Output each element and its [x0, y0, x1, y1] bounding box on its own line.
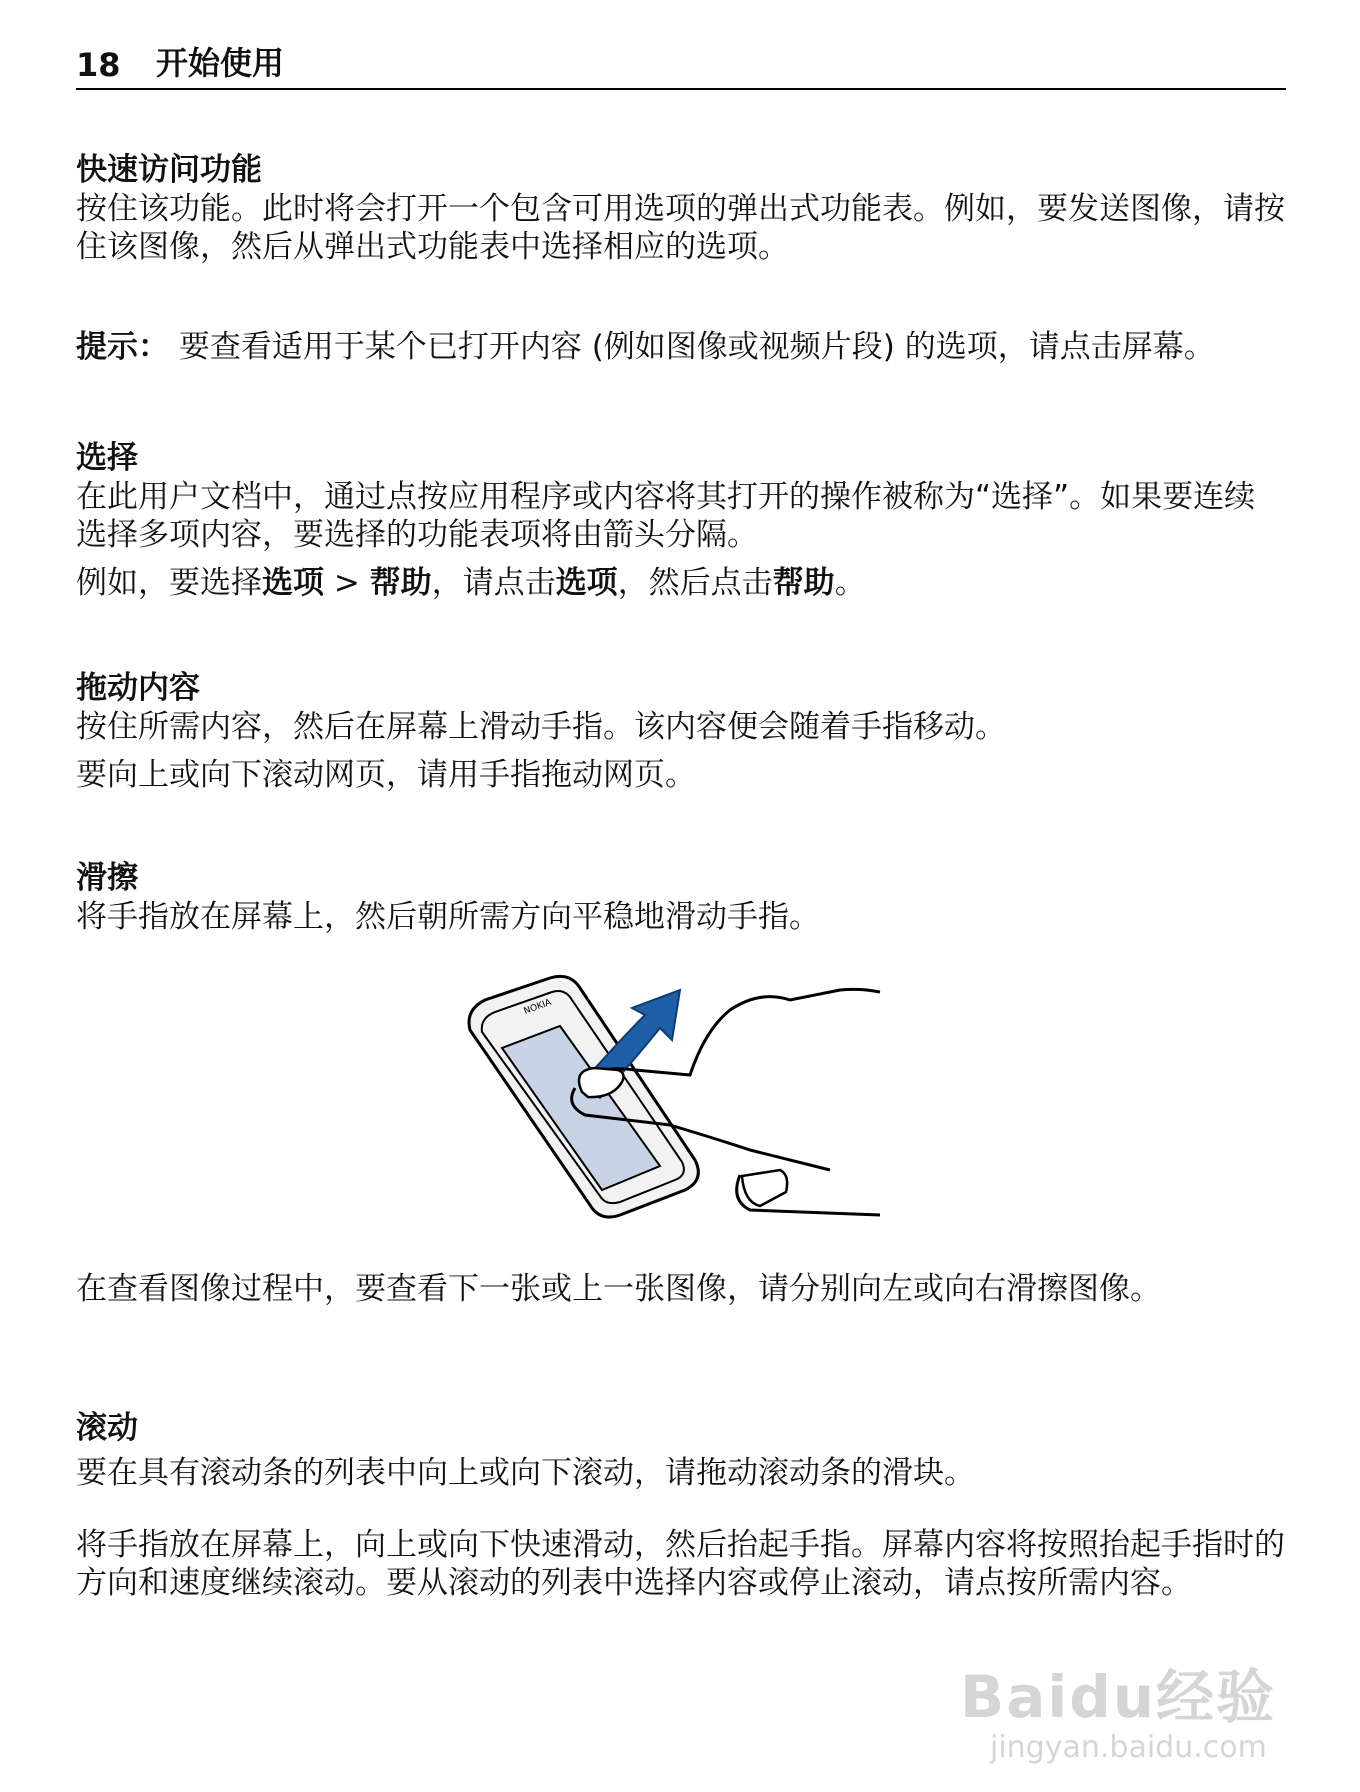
- section-scroll: [76, 1408, 1286, 1602]
- page-number: 18: [76, 46, 121, 84]
- phone-brand-label: NOKIA: [522, 997, 553, 1017]
- section-title: 滑擦: [76, 860, 138, 896]
- section-body: 要在具有滚动条的列表中向上或向下滚动，请拖动滚动条的滑块。: [76, 1455, 975, 1491]
- tip-text: [76, 328, 1286, 366]
- section-body: 按住所需内容，然后在屏幕上滑动手指。该内容便会随着手指移动。: [76, 709, 1006, 745]
- section-swipe: [76, 858, 1286, 936]
- chapter-title: 开始使用: [156, 44, 285, 82]
- section-body: 将手指放在屏幕上，向上或向下快速滑动，然后抬起手指。屏幕内容将按照抬起手指时的方向和速度继续滚动。要从滚动的列表中选择内容或停止滚动，请点按所需内容。: [76, 1527, 1285, 1601]
- swipe-note: [76, 1270, 1286, 1308]
- tip-label: 提示：: [76, 329, 169, 365]
- section-title: 拖动内容: [76, 670, 200, 706]
- example-text: ，请点击: [431, 565, 556, 601]
- tip-block: [76, 328, 1286, 366]
- section-body: 在此用户文档中，通过点按应用程序或内容将其打开的操作被称为“选择”。如果要连续选择多项内容，要选择的功能表项将由箭头分隔。: [76, 479, 1256, 553]
- tip-body: 要查看适用于某个已打开内容 (例如图像或视频片段) 的选项，请点击屏幕。: [169, 329, 1215, 365]
- example-text: 。: [834, 565, 866, 601]
- section-title: 滚动: [76, 1410, 138, 1446]
- section-title: 选择: [76, 440, 138, 476]
- section-quick-access: [76, 150, 1286, 266]
- section-body: 将手指放在屏幕上，然后朝所需方向平稳地滑动手指。: [76, 899, 820, 935]
- menu-path-item: 选项: [555, 565, 618, 601]
- select-example: [76, 564, 1286, 602]
- baidu-watermark: [950, 1640, 1290, 1780]
- swipe-gesture-illustration: [460, 970, 900, 1230]
- watermark-url: jingyan.baidu.com: [990, 1730, 1267, 1765]
- menu-path-item: 帮助: [369, 565, 432, 601]
- page-header: [76, 44, 1286, 90]
- menu-path-arrow: >: [324, 565, 370, 601]
- example-text: ，然后点击: [617, 565, 773, 601]
- watermark-brand: Baidu经验: [960, 1663, 1277, 1731]
- section-body: 要向上或向下滚动网页，请用手指拖动网页。: [76, 757, 696, 793]
- section-body: 在查看图像过程中，要查看下一张或上一张图像，请分别向左或向右滑擦图像。: [76, 1271, 1161, 1307]
- menu-path-item: 帮助: [772, 565, 835, 601]
- section-drag: [76, 668, 1286, 794]
- menu-path-item: 选项: [262, 565, 324, 601]
- section-title: 快速访问功能: [76, 152, 262, 188]
- section-select: [76, 438, 1286, 602]
- section-body: 按住该功能。此时将会打开一个包含可用选项的弹出式功能表。例如，要发送图像，请按住该图像，然后从弹出式功能表中选择相应的选项。: [76, 191, 1285, 265]
- example-text: 例如，要选择: [76, 565, 262, 601]
